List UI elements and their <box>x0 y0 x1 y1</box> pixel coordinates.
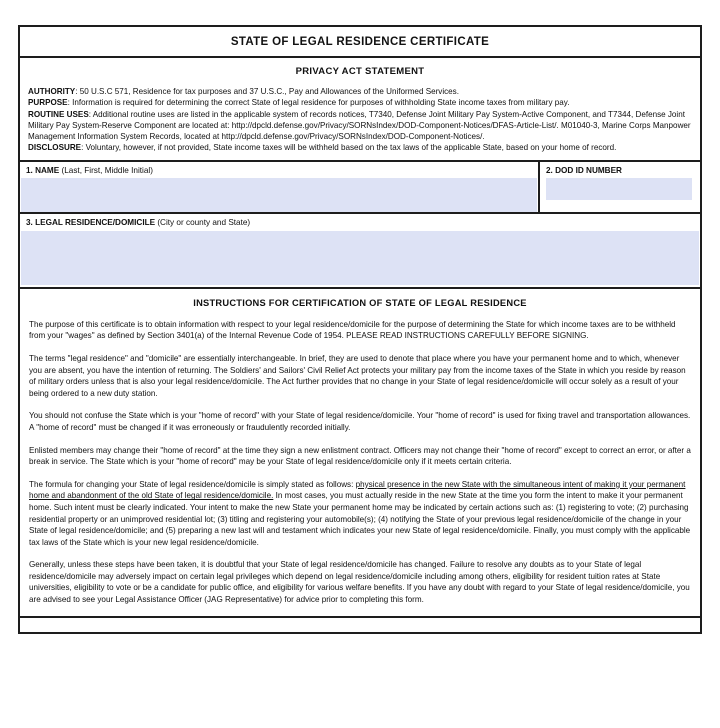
domicile-input[interactable] <box>21 231 699 285</box>
field-dod-id-number: 2. <box>546 165 556 175</box>
instructions-paragraph-1: The purpose of this certificate is to obtain information with respect to your legal residence/domicile for the purpose of determining the State for which income taxes are to be withheld from your "wages" as defined by Section 3401(a) of the Internal Revenue Code of 1954. PLEASE READ INSTRUCTIONS CAREFULLY BEFORE SIGNING. <box>29 319 676 341</box>
privacy-act-heading: PRIVACY ACT STATEMENT <box>295 66 425 77</box>
field-name-hint: (Last, First, Middle Initial) <box>61 165 153 175</box>
privacy-disclosure-text: : Voluntary, however, if not provided, State income taxes will be withheld based on the tax laws of the applicable State, based on your home of record. <box>81 143 617 153</box>
page-title: STATE OF LEGAL RESIDENCE CERTIFICATE <box>230 36 490 48</box>
field-domicile-label <box>20 214 700 227</box>
instructions-p5-underlined: physical presence in the new State with the simultaneous intent of making it your permanent home and abandonment of the old State of legal residence/domicile. <box>29 479 686 501</box>
field-dod-id-label <box>540 162 700 175</box>
privacy-purpose-label: PURPOSE <box>28 98 68 108</box>
dod-id-input[interactable] <box>546 178 692 200</box>
field-name-label <box>20 162 538 175</box>
field-domicile-cell <box>20 214 700 289</box>
privacy-disclosure-label: DISCLOSURE <box>28 143 82 153</box>
instructions-paragraph-3: You should not confuse the State which is your "home of record" with your State of legal residence/domicile. Your "home of record" is used for fixing travel and transportation allowances. A "home of record" must be changed if it was erroneously or fraudulently recorded initially. <box>29 411 691 432</box>
instructions-paragraph-6: Generally, unless these steps have been taken, it is doubtful that your State of legal residence/domicile has changed. Failure to resolve any doubts as to your State of legal residence/domicile may adversely impact on certain legal privileges which depend on legal residence/domicile including among others, eligibility for resident tuition rates at State universities, eligibility to vote or be a candidate for public office, and eligibility for various welfare benefits. If you have any doubt with regard to your State of legal residence/domicile, you are advised to see your Legal Assistance Officer (JAG Representative) for advice prior to completing this form. <box>29 560 690 605</box>
privacy-purpose-text: : Information is required for determining the correct State of legal residence for purposes of withholding State income taxes from military pay. <box>67 98 570 108</box>
privacy-routine-uses-text: : Additional routine uses are listed in the applicable system of records notices, T7340, Defense Joint Military Pay System-Active Component, and T7344, Defense Joint Military Pay System-Reserve Component are located at: http://dpcld.defense.gov/Privacy/SORNsIndex/DOD-Component-Notices/DFAS-Article-List/. M01040-3, Marine Corps Manpower Management Information System Records, located at http://dpcld.defense.gov/Privacy/SORNsIndex/DOD-Component-Notices/. <box>28 109 691 142</box>
privacy-act-body <box>20 86 700 154</box>
field-name-title: NAME <box>35 165 62 175</box>
privacy-authority-text: : 50 U.S.C 571, Residence for tax purposes and 37 U.S.C., Pay and Allowances of the Uniformed Services. <box>75 87 459 96</box>
instructions-section <box>20 289 700 618</box>
instructions-paragraph-4: Enlisted members may change their "home of record" at the time they sign a new enlistment contract. Officers may not change their "home of record" except to correct an error, or after a break in service. The State which is your "home of record" may be your State of legal residence/domicile only if it meets certain criteria. <box>29 445 691 467</box>
field-name-number: 1. <box>26 165 36 175</box>
privacy-authority-line <box>28 86 692 97</box>
privacy-disclosure-line <box>28 142 692 153</box>
privacy-authority-label: AUTHORITY <box>28 87 76 96</box>
instructions-paragraph-5 <box>29 479 691 549</box>
instructions-p5-lead: The formula for changing your State of legal residence/domicile is simply stated as follows: <box>29 479 356 489</box>
instructions-heading: INSTRUCTIONS FOR CERTIFICATION OF STATE OF LEGAL RESIDENCE <box>193 297 527 308</box>
privacy-act-section <box>20 58 700 162</box>
field-name-cell <box>20 162 540 212</box>
instructions-body <box>20 319 700 606</box>
identity-field-row <box>20 162 700 214</box>
form-title-bar <box>20 27 700 58</box>
field-dod-id-title: DOD ID NUMBER <box>555 165 622 175</box>
instructions-p5-rest: In most cases, you must actually reside in the new State at the time you form the intent to make it your permanent home. Such intent must be clearly indicated. Your intent to make the new State your permanent home may be indicated by certain actions such as: (1) registering to vote; (2) purchasing residential property or an unimproved residential lot; (3) titling and registering your automobile(s); (4) notifying the State of your previous legal residence/domicile of the change in your State of legal residence/domicile; and (5) preparing a new last will and testament which indicates your new State of legal residence/domicile. Finally, you must comply with the applicable tax laws of the State which is your new legal residence/domicile. <box>29 491 691 547</box>
instructions-paragraph-2: The terms "legal residence" and "domicile" are essentially interchangeable. In brief, they are used to denote that place where you have your permanent home and to which, whenever you are absent, you have the intention of returning. The Soldiers' and Sailors' Civil Relief Act protects your military pay from the income taxes of the State in which you reside by reason of military orders unless that is also your legal residence/domicile. The Act further provides that no change in your State of legal residence/domicile will occur solely as a result of your being ordered to a new duty station. <box>29 353 686 398</box>
next-section-stub <box>20 618 700 634</box>
field-domicile-title: LEGAL RESIDENCE/DOMICILE <box>35 217 158 227</box>
legal-residence-form <box>18 25 702 634</box>
field-domicile-hint: (City or county and State) <box>157 217 251 227</box>
privacy-routine-uses-line <box>28 109 692 143</box>
field-domicile-number: 3. <box>26 217 36 227</box>
field-dod-id-cell <box>540 162 700 212</box>
privacy-routine-uses-label: ROUTINE USES <box>28 109 89 119</box>
name-input[interactable] <box>21 178 537 212</box>
privacy-purpose-line <box>28 97 692 108</box>
